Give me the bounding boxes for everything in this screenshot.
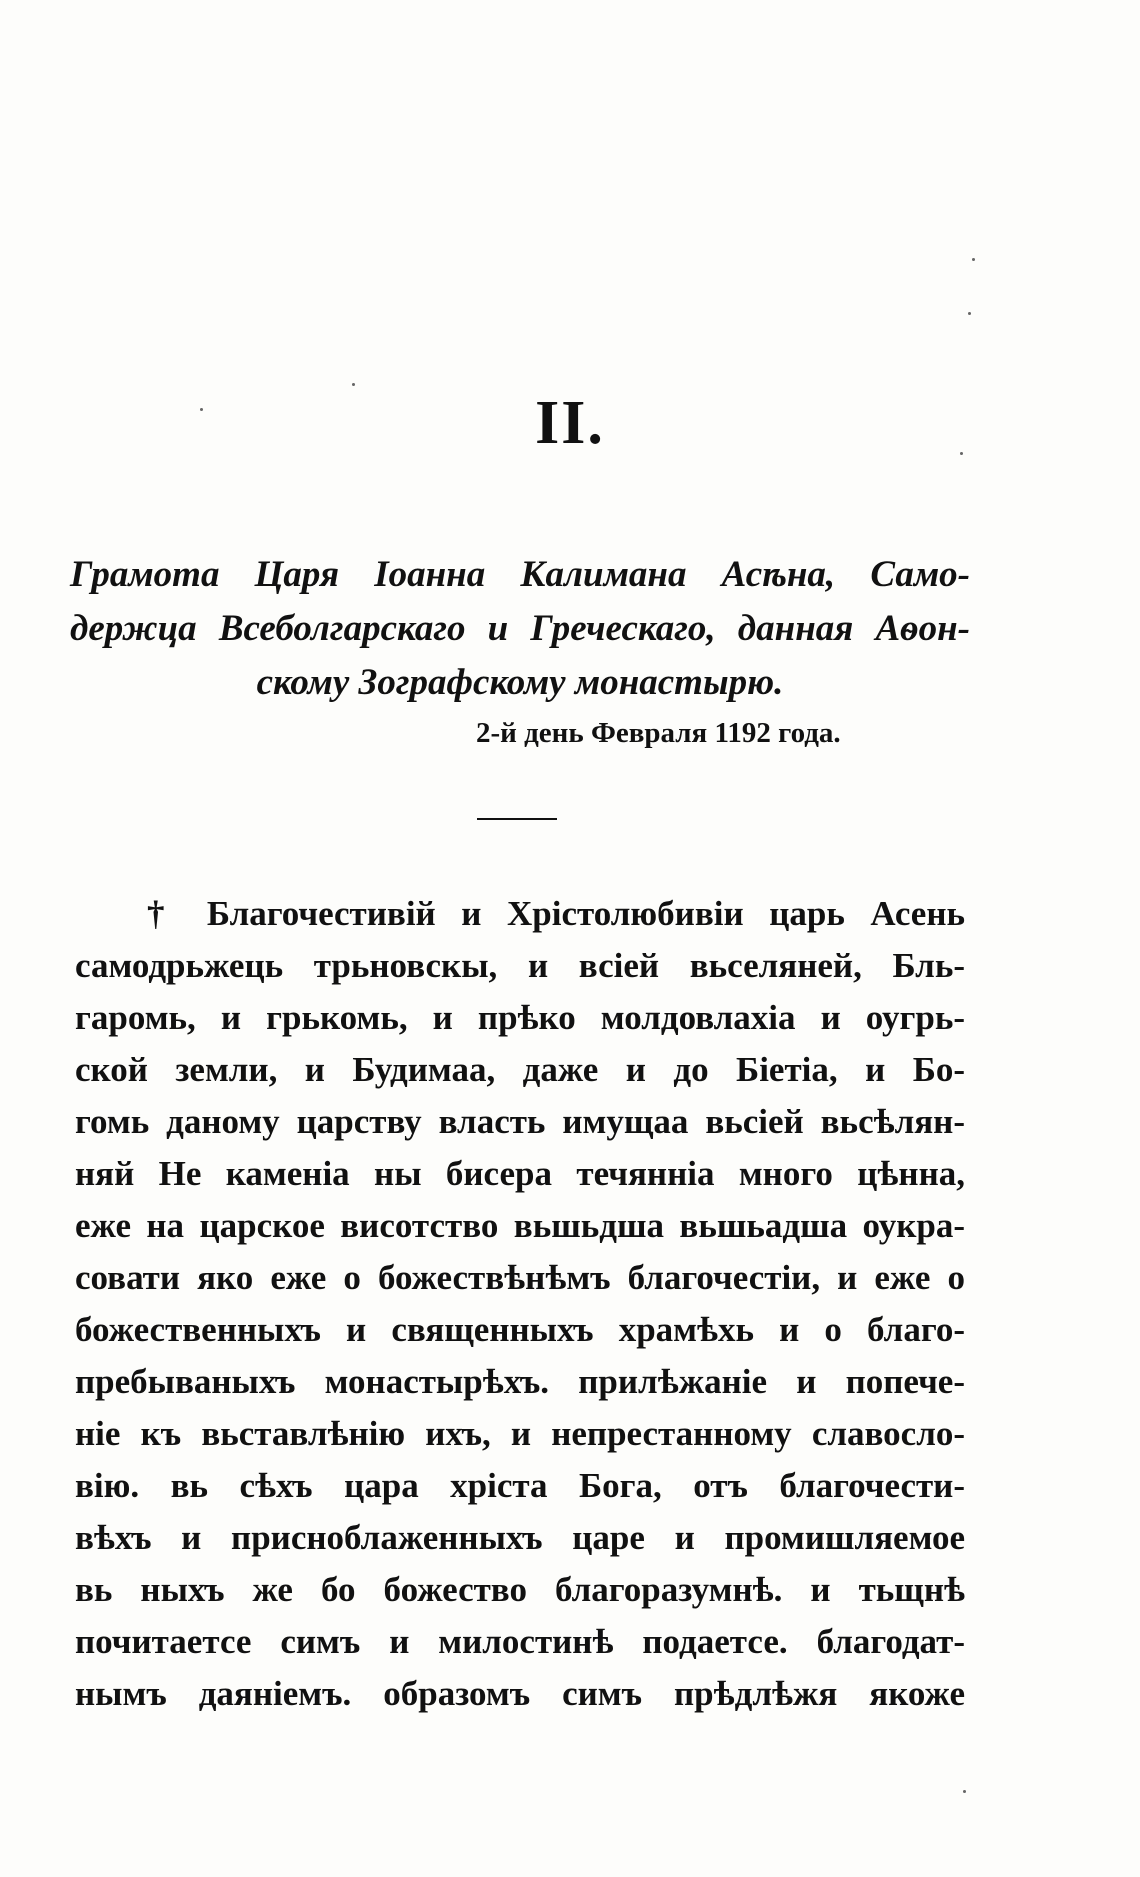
title-line: Грамота Царя Іоанна Калимана Асѣна, Само-	[70, 554, 970, 595]
chapter-number: II.	[535, 389, 605, 457]
body-line: почитаетсе симъ и милостинѣ подаетсе. благодат-	[75, 1622, 965, 1661]
body-line: ніе къ вьставлѣнію ихъ, и непрестанному славосло-	[75, 1414, 965, 1453]
title-line: скому Зографскому монастырю.	[256, 662, 784, 703]
body-line: самодрьжець трьновскы, и всіей вьселяней, Бль-	[75, 946, 965, 985]
body-line: гомь даному царству власть имущаа вьсіей вьсѣлян-	[75, 1102, 965, 1141]
body-line: совати яко еже о божествѣнѣмъ благочестіи, и еже о	[75, 1258, 965, 1297]
section-divider	[477, 818, 557, 820]
body-paragraph	[75, 888, 965, 1720]
body-line: няй Не каменіа ны бисера течянніа много цѣнна,	[75, 1154, 965, 1193]
scan-speck	[960, 452, 963, 455]
scan-speck	[200, 408, 203, 411]
body-line: гаромь, и грькомь, и прѣко молдовлахіа и оугрь-	[75, 998, 965, 1037]
body-line: пребываныхъ монастырѣхъ. прилѣжаніе и попече-	[75, 1362, 965, 1401]
body-line: еже на царское висотство вьшьдша вьшьадша оукра-	[75, 1206, 965, 1245]
body-line: ской земли, и Будимаа, даже и до Біетіа, и Бо-	[75, 1050, 965, 1089]
body-line: † Благочестивій и Хрістолюбивіи царь Асень	[147, 894, 965, 933]
body-line: нымъ даяніемъ. образомъ симъ прѣдлѣжя якоже	[75, 1674, 965, 1713]
title-line: держца Всеболгарскаго и Греческаго, данная Аѳон-	[70, 608, 970, 649]
body-line: божественныхъ и священныхъ храмѣхь и о благо-	[75, 1310, 965, 1349]
body-line: вію. вь сѣхъ цара хріста Бога, отъ благочести-	[75, 1466, 965, 1505]
document-date: 2-й день Февраля 1192 года.	[476, 717, 841, 749]
scan-speck	[972, 258, 975, 261]
body-line: вѣхъ и присноблаженныхъ царе и промишляемое	[75, 1518, 965, 1557]
body-line: вь ныхъ же бо божество благоразумнѣ. и тьщнѣ	[75, 1570, 965, 1609]
scan-speck	[963, 1790, 966, 1793]
scan-speck	[968, 312, 971, 315]
scan-speck	[352, 383, 355, 386]
document-title	[70, 548, 970, 710]
